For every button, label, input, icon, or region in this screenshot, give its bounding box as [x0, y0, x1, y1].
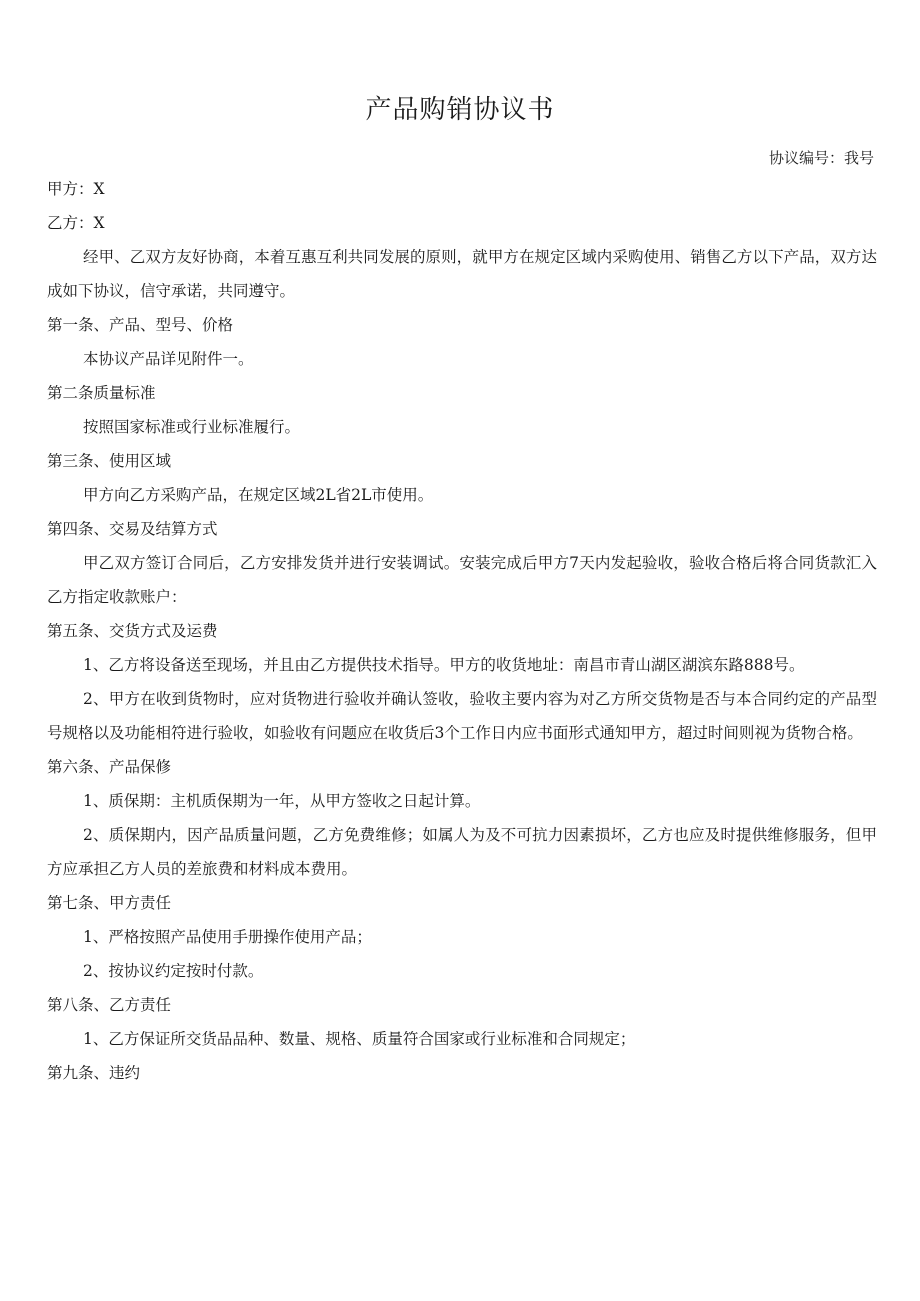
- article-6-heading: 第六条、产品保修: [47, 758, 172, 776]
- article-6-paragraph-1: 1、质保期：主机质保期为一年，从甲方签收之日起计算。: [83, 792, 481, 810]
- article-3-paragraph-1: 甲方向乙方采购产品，在规定区域2L省2L市使用。: [83, 486, 434, 504]
- article-4-heading: 第四条、交易及结算方式: [47, 520, 218, 538]
- article-5-paragraph-2: 2、甲方在收到货物时，应对货物进行验收并确认签收，验收主要内容为对乙方所交货物是否与本合同约定的产品型号规格以及功能相符进行验收，如验收有问题应在收货后3个工作日内应书面形式通知甲方，超过时间则视为货物合格。: [47, 690, 877, 742]
- preamble-paragraph: 经甲、乙双方友好协商，本着互惠互利共同发展的原则，就甲方在规定区域内采购使用、销售乙方以下产品，双方达成如下协议，信守承诺，共同遵守。: [47, 248, 877, 300]
- article-3-heading: 第三条、使用区域: [47, 452, 172, 470]
- article-1-heading: 第一条、产品、型号、价格: [47, 316, 234, 334]
- article-8-heading: 第八条、乙方责任: [47, 996, 172, 1014]
- party-b: 乙方：X: [47, 214, 105, 232]
- document-body: [47, 172, 877, 1090]
- article-7-heading: 第七条、甲方责任: [47, 894, 172, 912]
- article-7-paragraph-2: 2、按协议约定按时付款。: [83, 962, 264, 980]
- article-2-heading: 第二条质量标准: [47, 384, 156, 402]
- article-2-paragraph-1: 按照国家标准或行业标准履行。: [83, 418, 301, 436]
- contract-number: 协议编号：我号: [768, 149, 874, 167]
- article-1-paragraph-1: 本协议产品详见附件一。: [83, 350, 254, 368]
- article-9-heading: 第九条、违约: [47, 1064, 141, 1082]
- document-title: 产品购销协议书: [365, 95, 555, 125]
- party-a: 甲方：X: [47, 180, 105, 198]
- article-4-paragraph-1: 甲乙双方签订合同后，乙方安排发货并进行安装调试。安装完成后甲方7天内发起验收，验收合格后将合同货款汇入乙方指定收款账户：: [47, 554, 877, 606]
- article-5-heading: 第五条、交货方式及运费: [47, 622, 218, 640]
- article-5-paragraph-1: 1、乙方将设备送至现场，并且由乙方提供技术指导。甲方的收货地址：南昌市青山湖区湖滨东路888号。: [83, 656, 805, 674]
- article-6-paragraph-2: 2、质保期内，因产品质量问题，乙方免费维修；如属人为及不可抗力因素损坏，乙方也应及时提供维修服务，但甲方应承担乙方人员的差旅费和材料成本费用。: [47, 826, 877, 878]
- article-8-paragraph-1: 1、乙方保证所交货品品种、数量、规格、质量符合国家或行业标准和合同规定；: [83, 1030, 636, 1048]
- article-7-paragraph-1: 1、严格按照产品使用手册操作使用产品；: [83, 928, 372, 946]
